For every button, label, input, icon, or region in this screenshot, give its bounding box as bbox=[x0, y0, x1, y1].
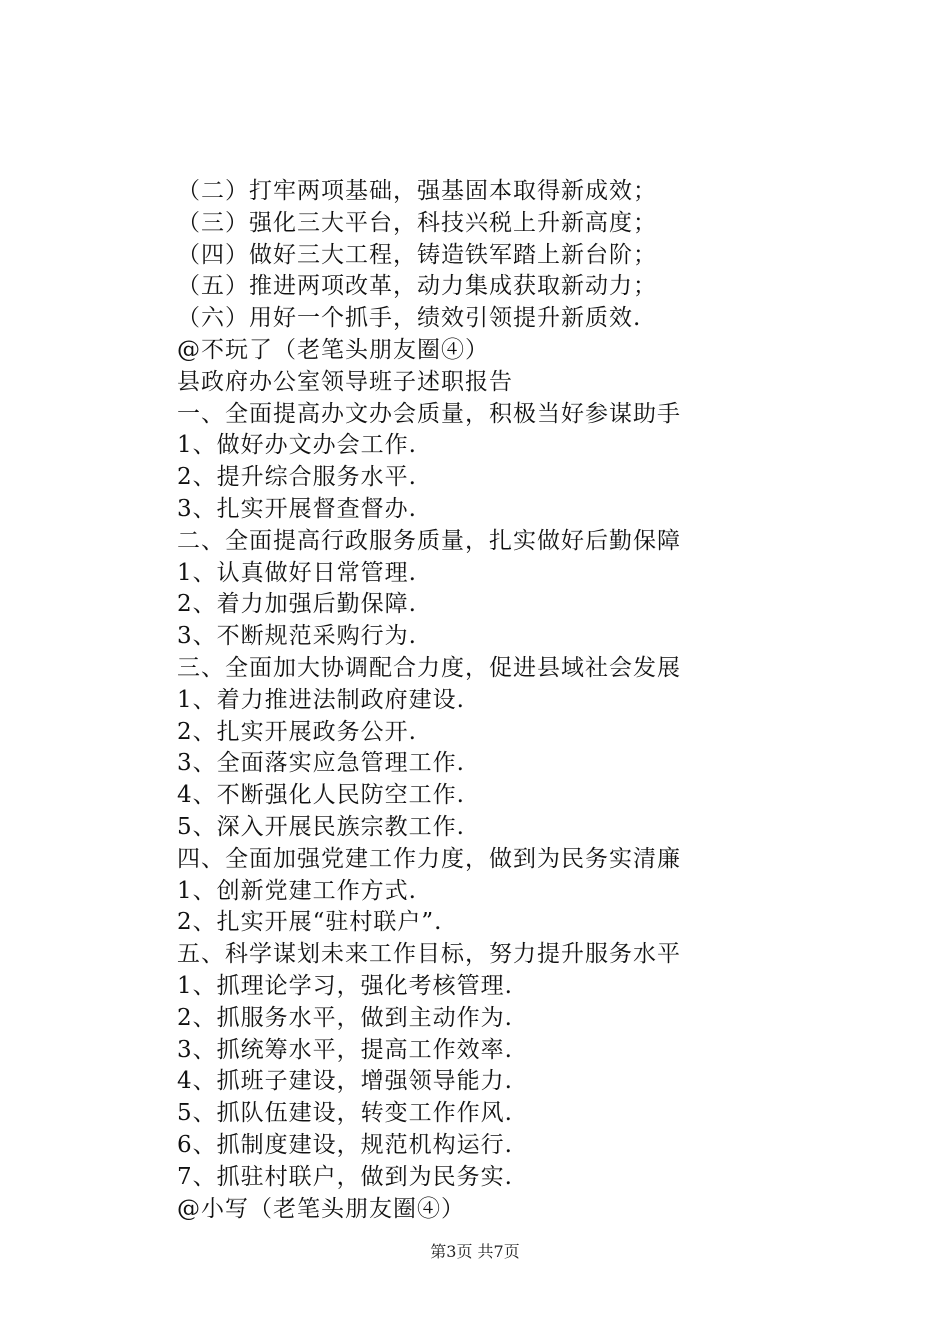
text-line: （三）强化三大平台，科技兴税上升新高度； bbox=[177, 209, 657, 236]
document-body bbox=[177, 176, 777, 1225]
list-item: 2、着力加强后勤保障. bbox=[177, 591, 417, 618]
author-credit: @小写（老笔头朋友圈④） bbox=[177, 1195, 465, 1222]
list-item: 1、抓理论学习，强化考核管理. bbox=[177, 972, 513, 999]
text-line: （五）推进两项改革，动力集成获取新动力； bbox=[177, 273, 657, 300]
list-item: 5、深入开展民族宗教工作. bbox=[177, 813, 465, 840]
list-item: 4、不断强化人民防空工作. bbox=[177, 782, 465, 809]
list-item: 1、创新党建工作方式. bbox=[177, 877, 417, 904]
list-item: 3、扎实开展督查督办. bbox=[177, 495, 417, 522]
list-item: 4、抓班子建设，增强领导能力. bbox=[177, 1068, 513, 1095]
heading-5: 五、科学谋划未来工作目标，努力提升服务水平 bbox=[177, 941, 681, 968]
text-line: （六）用好一个抓手，绩效引领提升新质效. bbox=[177, 305, 642, 332]
list-item: 1、认真做好日常管理. bbox=[177, 559, 417, 586]
section-title: 县政府办公室领导班子述职报告 bbox=[177, 368, 513, 395]
text-line: （四）做好三大工程，铸造铁军踏上新台阶； bbox=[177, 241, 657, 268]
page-number: 第3页 共7页 bbox=[430, 1242, 520, 1261]
list-item: 1、着力推进法制政府建设. bbox=[177, 686, 465, 713]
list-item: 2、扎实开展政务公开. bbox=[177, 718, 417, 745]
list-item: 2、扎实开展“驻村联户”. bbox=[177, 909, 443, 936]
list-item: 7、抓驻村联户，做到为民务实. bbox=[177, 1163, 513, 1190]
list-item: 2、抓服务水平，做到主动作为. bbox=[177, 1004, 513, 1031]
author-credit: @不玩了（老笔头朋友圈④） bbox=[177, 336, 489, 363]
list-item: 3、抓统筹水平，提高工作效率. bbox=[177, 1036, 513, 1063]
list-item: 2、提升综合服务水平. bbox=[177, 464, 417, 491]
heading-2: 二、全面提高行政服务质量，扎实做好后勤保障 bbox=[177, 527, 681, 554]
heading-3: 三、全面加大协调配合力度，促进县域社会发展 bbox=[177, 654, 681, 681]
text-line: （二）打牢两项基础，强基固本取得新成效； bbox=[177, 178, 657, 204]
list-item: 3、不断规范采购行为. bbox=[177, 623, 417, 650]
list-item: 6、抓制度建设，规范机构运行. bbox=[177, 1131, 513, 1158]
heading-1: 一、全面提高办文办会质量，积极当好参谋助手 bbox=[177, 400, 681, 427]
heading-4: 四、全面加强党建工作力度，做到为民务实清廉 bbox=[177, 845, 681, 872]
list-item: 5、抓队伍建设，转变工作作风. bbox=[177, 1100, 513, 1127]
list-item: 1、做好办文办会工作. bbox=[177, 432, 417, 459]
list-item: 3、全面落实应急管理工作. bbox=[177, 750, 465, 777]
